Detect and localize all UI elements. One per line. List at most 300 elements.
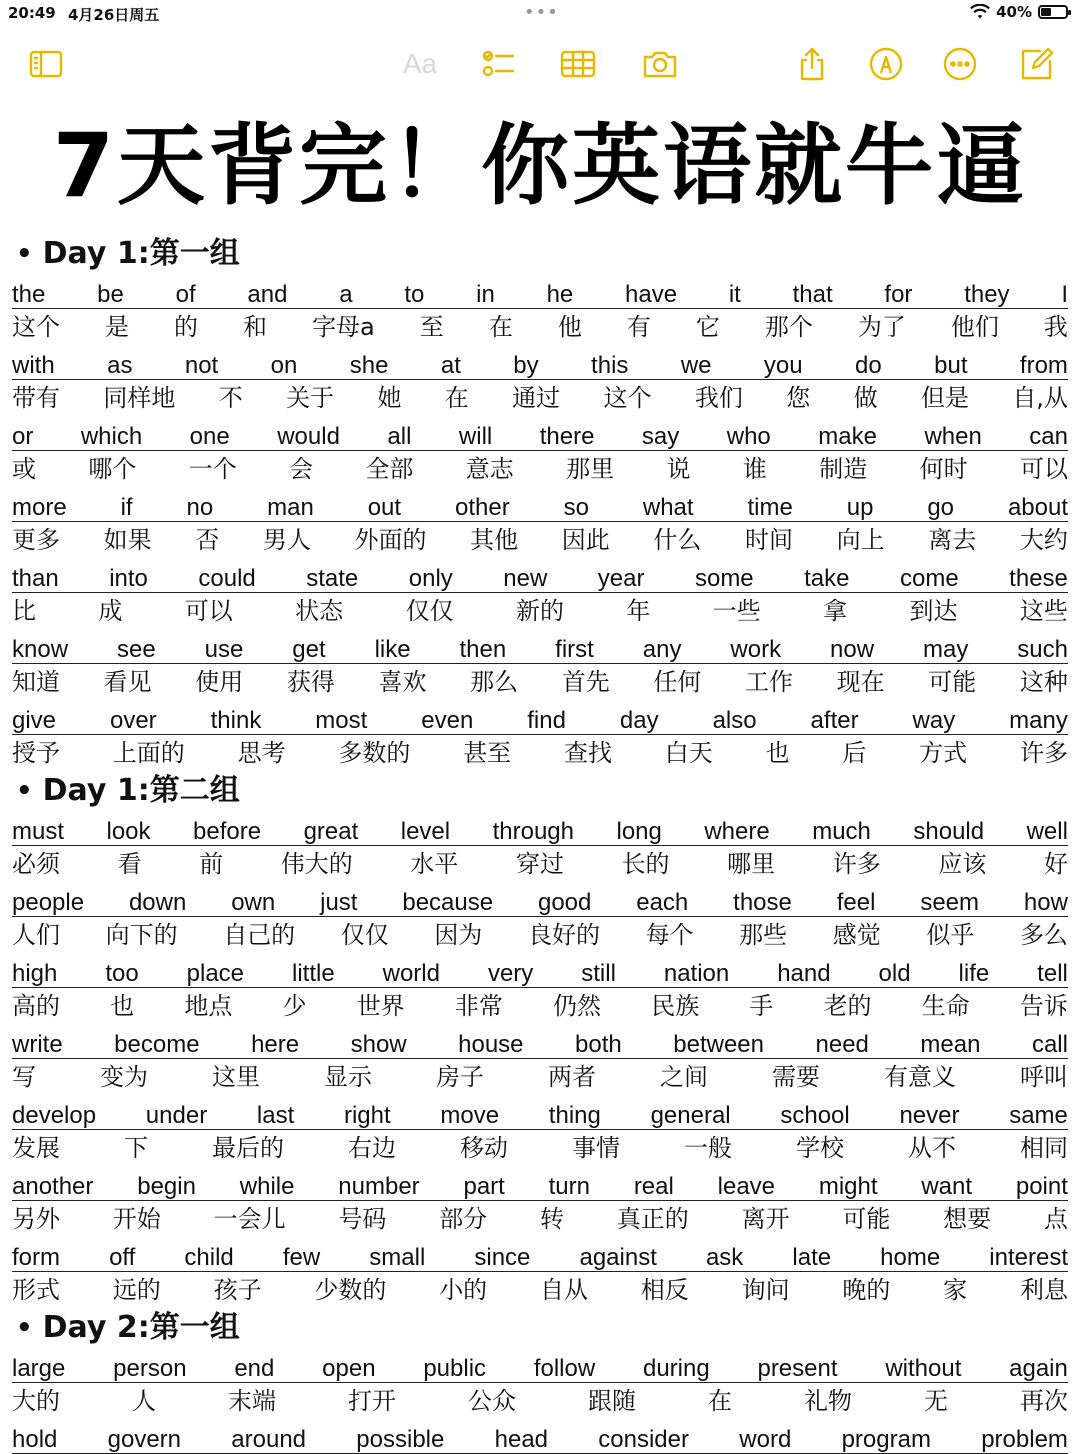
english-word: into <box>109 565 148 592</box>
chinese-meaning: 思考 <box>237 739 286 767</box>
chinese-meaning-row <box>12 1272 1068 1308</box>
chinese-meaning: 从不 <box>908 1134 956 1162</box>
english-word: find <box>527 707 566 734</box>
chinese-meaning: 我们 <box>694 384 743 412</box>
chinese-meaning: 下 <box>124 1134 148 1162</box>
camera-icon <box>642 46 678 82</box>
english-word: these <box>1009 565 1068 592</box>
english-word: at <box>440 352 461 379</box>
english-word: late <box>792 1244 832 1271</box>
bullet-icon: • <box>16 239 33 269</box>
chinese-meaning: 工作 <box>745 668 793 696</box>
english-word: think <box>210 707 262 734</box>
english-word: on <box>270 352 298 379</box>
chinese-meaning: 的 <box>174 313 199 341</box>
chinese-meaning: 什么 <box>653 526 702 554</box>
chinese-meaning: 询问 <box>741 1276 790 1304</box>
english-word: for <box>884 281 913 308</box>
chinese-meaning: 好 <box>1043 850 1068 878</box>
chinese-meaning: 但是 <box>920 384 969 412</box>
chinese-meaning: 现在 <box>836 668 885 696</box>
english-word: as <box>107 352 133 379</box>
chinese-meaning: 穿过 <box>515 850 564 878</box>
english-word: first <box>555 636 594 663</box>
chinese-meaning: 相反 <box>640 1276 689 1304</box>
english-word: when <box>924 423 982 450</box>
chinese-meaning: 必须 <box>12 850 60 878</box>
checklist-icon <box>480 46 516 82</box>
english-word: move <box>440 1102 500 1129</box>
chinese-meaning: 一个 <box>188 455 237 483</box>
chinese-meaning: 在 <box>488 313 513 341</box>
chinese-meaning: 呼叫 <box>1020 1063 1068 1091</box>
english-word: state <box>306 565 359 592</box>
english-word: could <box>198 565 256 592</box>
chinese-meaning: 晚的 <box>842 1276 891 1304</box>
chinese-meaning: 她 <box>377 384 402 412</box>
english-word: up <box>846 494 874 521</box>
chinese-meaning: 他们 <box>950 313 999 341</box>
chinese-meaning: 房子 <box>436 1063 484 1091</box>
english-word: and <box>247 281 288 308</box>
english-word: those <box>733 889 792 916</box>
chinese-meaning: 利息 <box>1019 1276 1068 1304</box>
english-word: without <box>885 1355 962 1382</box>
format-button[interactable]: Aa <box>402 48 438 79</box>
english-word: interest <box>989 1244 1068 1271</box>
chinese-meaning: 跟随 <box>588 1387 636 1415</box>
chinese-meaning: 自己的 <box>223 921 296 949</box>
english-word: would <box>277 423 340 450</box>
compose-button[interactable] <box>1016 44 1056 84</box>
chinese-meaning: 在 <box>708 1387 732 1415</box>
english-word: than <box>12 565 59 592</box>
chinese-meaning: 相同 <box>1020 1134 1068 1162</box>
english-word: use <box>204 636 244 663</box>
english-word: real <box>633 1173 674 1200</box>
chinese-meaning: 小的 <box>439 1276 488 1304</box>
word-rows <box>12 1348 1068 1454</box>
english-word-row <box>12 1024 1068 1059</box>
english-word: the <box>12 281 46 308</box>
chinese-meaning: 长的 <box>621 850 670 878</box>
markup-button[interactable] <box>866 44 906 84</box>
chinese-meaning: 状态 <box>295 597 344 625</box>
english-word-row <box>12 1419 1068 1454</box>
section-heading-text: Day 1:第一组 <box>42 236 240 271</box>
section-day1-group2 <box>12 771 1068 1308</box>
chinese-meaning: 每个 <box>645 921 694 949</box>
english-word: do <box>855 352 882 379</box>
chinese-meaning: 因为 <box>434 921 483 949</box>
english-word: before <box>193 818 262 845</box>
english-word: ask <box>705 1244 744 1271</box>
english-word: through <box>492 818 574 845</box>
english-word: general <box>650 1102 731 1129</box>
chinese-meaning: 可以 <box>184 597 233 625</box>
english-word: it <box>728 281 741 308</box>
section-day2-group1 <box>12 1308 1068 1454</box>
chinese-meaning: 男人 <box>262 526 311 554</box>
english-word: make <box>818 423 877 450</box>
english-word: turn <box>548 1173 590 1200</box>
chinese-meaning: 家 <box>943 1276 968 1304</box>
english-word: this <box>591 352 629 379</box>
english-word: too <box>105 960 139 987</box>
chinese-meaning: 这些 <box>1019 597 1068 625</box>
chinese-meaning-row <box>12 664 1068 700</box>
english-word: even <box>421 707 474 734</box>
chinese-meaning: 那么 <box>470 668 519 696</box>
english-word: may <box>923 636 969 663</box>
chinese-meaning: 向下的 <box>105 921 178 949</box>
chinese-meaning-row <box>12 1201 1068 1237</box>
chinese-meaning: 写 <box>12 1063 36 1091</box>
chinese-meaning: 向上 <box>836 526 885 554</box>
english-word: another <box>12 1173 94 1200</box>
chinese-meaning: 甚至 <box>463 739 512 767</box>
chinese-meaning: 大的 <box>12 1387 60 1415</box>
english-word: nation <box>663 960 730 987</box>
english-word: feel <box>836 889 876 916</box>
sidebar-icon <box>28 46 64 82</box>
sidebar-toggle-button[interactable] <box>26 44 66 84</box>
chinese-meaning: 到达 <box>909 597 958 625</box>
chinese-meaning: 看 <box>117 850 142 878</box>
english-word: they <box>964 281 1010 308</box>
chinese-meaning: 可以 <box>1019 455 1068 483</box>
chinese-meaning: 再次 <box>1020 1387 1068 1415</box>
english-word: many <box>1009 707 1068 734</box>
english-word: about <box>1007 494 1068 521</box>
english-word: problem <box>981 1426 1068 1453</box>
chinese-meaning: 自,从 <box>1012 384 1068 412</box>
english-word: both <box>575 1031 622 1058</box>
english-word: how <box>1023 889 1068 916</box>
english-word: with <box>12 352 55 379</box>
chinese-meaning: 手 <box>749 992 774 1020</box>
section-heading-text: Day 2:第一组 <box>42 1310 240 1345</box>
chinese-meaning: 少数的 <box>314 1276 387 1304</box>
chinese-meaning: 哪个 <box>88 455 137 483</box>
chinese-meaning: 两者 <box>548 1063 596 1091</box>
chinese-meaning: 知道 <box>12 668 60 696</box>
english-word-row <box>12 629 1068 664</box>
english-word: never <box>899 1102 960 1129</box>
chinese-meaning: 后 <box>842 739 867 767</box>
english-word: develop <box>12 1102 97 1129</box>
english-word: few <box>282 1244 321 1271</box>
english-word: that <box>792 281 833 308</box>
english-word: old <box>878 960 911 987</box>
english-word: need <box>815 1031 869 1058</box>
english-word: small <box>369 1244 426 1271</box>
english-word: year <box>597 565 645 592</box>
more-button[interactable] <box>940 44 980 84</box>
chinese-meaning: 也 <box>110 992 135 1020</box>
english-word: man <box>267 494 314 521</box>
english-word: out <box>367 494 402 521</box>
english-word-row <box>12 416 1068 451</box>
chinese-meaning: 喜欢 <box>378 668 427 696</box>
chinese-meaning: 似乎 <box>926 921 975 949</box>
english-word: not <box>184 352 219 379</box>
english-word: some <box>694 565 754 592</box>
english-word: great <box>303 818 359 845</box>
chinese-meaning: 远的 <box>112 1276 161 1304</box>
multitask-handle[interactable]: ••• <box>524 2 559 23</box>
note-body[interactable] <box>12 234 1068 1454</box>
status-bar <box>0 0 1080 28</box>
english-word: against <box>579 1244 657 1271</box>
chinese-meaning: 良好的 <box>527 921 600 949</box>
chinese-meaning: 获得 <box>286 668 335 696</box>
chinese-meaning: 通过 <box>512 384 561 412</box>
chinese-meaning: 号码 <box>338 1205 387 1233</box>
chinese-meaning: 如果 <box>103 526 152 554</box>
english-word: here <box>251 1031 300 1058</box>
english-word: most <box>315 707 368 734</box>
english-word: can <box>1029 423 1068 450</box>
chinese-meaning: 做 <box>853 384 878 412</box>
english-word: since <box>474 1244 531 1271</box>
english-word: school <box>780 1102 850 1129</box>
chinese-meaning: 有意义 <box>884 1063 956 1091</box>
chinese-meaning-row <box>12 1059 1068 1095</box>
chinese-meaning: 成 <box>98 597 123 625</box>
chinese-meaning: 谁 <box>742 455 767 483</box>
english-word: like <box>374 636 411 663</box>
english-word-row <box>12 882 1068 917</box>
english-word: just <box>320 889 358 916</box>
note-title[interactable]: 7天背完！你英语就牛逼 <box>52 114 1028 217</box>
battery-fill <box>1041 8 1051 16</box>
chinese-meaning: 带有 <box>12 384 60 412</box>
ellipsis-circle-icon <box>942 46 978 82</box>
chinese-meaning: 可能 <box>842 1205 891 1233</box>
english-word: still <box>581 960 616 987</box>
chinese-meaning: 许多 <box>1019 739 1068 767</box>
english-word: what <box>642 494 694 521</box>
english-word: such <box>1017 636 1068 663</box>
english-word: head <box>494 1426 549 1453</box>
english-word: long <box>616 818 662 845</box>
english-word: public <box>423 1355 487 1382</box>
word-rows <box>12 811 1068 1308</box>
english-word: will <box>458 423 493 450</box>
chinese-meaning: 孩子 <box>213 1276 262 1304</box>
english-word: also <box>712 707 757 734</box>
chinese-meaning: 形式 <box>12 1276 60 1304</box>
english-word: more <box>12 494 67 521</box>
chinese-meaning: 说 <box>666 455 691 483</box>
section-day1-group1 <box>12 234 1068 771</box>
english-word: point <box>1015 1173 1068 1200</box>
chinese-meaning: 大约 <box>1019 526 1068 554</box>
english-word: well <box>1026 818 1068 845</box>
english-word: between <box>673 1031 764 1058</box>
english-word: any <box>642 636 682 663</box>
chinese-meaning: 上面的 <box>112 739 185 767</box>
english-word-row <box>12 345 1068 380</box>
checklist-button[interactable] <box>478 44 518 84</box>
compose-icon <box>1018 46 1054 82</box>
chinese-meaning: 那些 <box>739 921 788 949</box>
english-word: say <box>641 423 680 450</box>
section-heading <box>12 234 1068 274</box>
english-word: new <box>503 565 548 592</box>
english-word: hand <box>777 960 831 987</box>
chinese-meaning: 显示 <box>324 1063 372 1091</box>
english-word: right <box>343 1102 391 1129</box>
english-word: time <box>747 494 793 521</box>
english-word: where <box>704 818 770 845</box>
english-word: world <box>382 960 440 987</box>
chinese-meaning: 也 <box>765 739 790 767</box>
english-word: by <box>513 352 539 379</box>
chinese-meaning: 生命 <box>921 992 970 1020</box>
english-word: under <box>145 1102 208 1129</box>
chinese-meaning: 仍然 <box>553 992 602 1020</box>
english-word: level <box>400 818 451 845</box>
chinese-meaning-row <box>12 380 1068 416</box>
english-word: while <box>239 1173 295 1200</box>
chinese-meaning: 意志 <box>465 455 514 483</box>
english-word: way <box>912 707 956 734</box>
chinese-meaning-row <box>12 522 1068 558</box>
chinese-meaning: 人 <box>132 1387 156 1415</box>
chinese-meaning: 许多 <box>832 850 881 878</box>
english-word-row <box>12 1348 1068 1383</box>
chinese-meaning: 白天 <box>664 739 713 767</box>
english-word: open <box>322 1355 376 1382</box>
english-word: he <box>546 281 574 308</box>
english-word: write <box>12 1031 63 1058</box>
english-word: other <box>454 494 510 521</box>
english-word: around <box>231 1426 307 1453</box>
chinese-meaning: 一些 <box>712 597 761 625</box>
chinese-meaning: 开始 <box>112 1205 161 1233</box>
chinese-meaning: 这种 <box>1019 668 1068 696</box>
chinese-meaning: 转 <box>539 1205 564 1233</box>
chinese-meaning: 全部 <box>365 455 414 483</box>
english-word: end <box>234 1355 275 1382</box>
chinese-meaning: 同样地 <box>103 384 176 412</box>
chinese-meaning: 多数的 <box>338 739 411 767</box>
chinese-meaning-row <box>12 988 1068 1024</box>
table-icon <box>560 46 596 82</box>
notes-toolbar <box>0 36 1080 88</box>
status-time: 20:49 <box>8 4 56 22</box>
english-word: off <box>109 1244 136 1271</box>
english-word-row <box>12 700 1068 735</box>
chinese-meaning: 无 <box>924 1387 948 1415</box>
english-word: thing <box>548 1102 601 1129</box>
chinese-meaning: 想要 <box>943 1205 992 1233</box>
english-word: from <box>1019 352 1068 379</box>
english-word: see <box>116 636 156 663</box>
chinese-meaning: 和 <box>243 313 268 341</box>
status-date: 4月26日周五 <box>68 6 160 24</box>
chinese-meaning: 民族 <box>651 992 700 1020</box>
share-button[interactable] <box>792 44 832 84</box>
chinese-meaning: 世界 <box>356 992 405 1020</box>
chinese-meaning: 发展 <box>12 1134 60 1162</box>
english-word: high <box>12 960 58 987</box>
english-word: good <box>537 889 592 916</box>
english-word: home <box>880 1244 941 1271</box>
chinese-meaning: 少 <box>282 992 307 1020</box>
english-word: get <box>292 636 326 663</box>
chinese-meaning: 地点 <box>184 992 233 1020</box>
camera-button[interactable] <box>640 44 680 84</box>
battery-icon <box>1038 5 1068 19</box>
bullet-icon: • <box>16 1313 33 1343</box>
chinese-meaning: 老的 <box>823 992 872 1020</box>
english-word: very <box>487 960 534 987</box>
english-word: consider <box>598 1426 689 1453</box>
chinese-meaning: 仅仅 <box>340 921 389 949</box>
english-word: last <box>256 1102 295 1129</box>
chinese-meaning: 为了 <box>857 313 906 341</box>
english-word: down <box>128 889 187 916</box>
chinese-meaning: 方式 <box>919 739 968 767</box>
chinese-meaning: 这个 <box>12 313 60 341</box>
english-word: now <box>830 636 875 663</box>
english-word: over <box>109 707 157 734</box>
english-word: which <box>80 423 143 450</box>
chinese-meaning: 学校 <box>796 1134 844 1162</box>
chinese-meaning: 那个 <box>764 313 813 341</box>
chinese-meaning: 非常 <box>454 992 503 1020</box>
chinese-meaning-row <box>12 593 1068 629</box>
english-word: might <box>818 1173 878 1200</box>
table-button[interactable] <box>558 44 598 84</box>
chinese-meaning: 授予 <box>12 739 60 767</box>
english-word: seem <box>920 889 980 916</box>
chinese-meaning: 有 <box>626 313 651 341</box>
chinese-meaning: 会 <box>289 455 314 483</box>
english-word: mean <box>920 1031 981 1058</box>
chinese-meaning: 因此 <box>561 526 610 554</box>
chinese-meaning: 人们 <box>12 921 60 949</box>
english-word-row <box>12 558 1068 593</box>
chinese-meaning: 拿 <box>823 597 848 625</box>
word-rows <box>12 274 1068 771</box>
english-word: show <box>350 1031 407 1058</box>
english-word: house <box>458 1031 524 1058</box>
chinese-meaning: 制造 <box>819 455 868 483</box>
english-word: of <box>175 281 196 308</box>
english-word-row <box>12 1166 1068 1201</box>
english-word: call <box>1031 1031 1068 1058</box>
english-word: own <box>231 889 276 916</box>
english-word: form <box>12 1244 60 1271</box>
english-word: I <box>1061 281 1068 308</box>
english-word: should <box>913 818 985 845</box>
chinese-meaning: 部分 <box>439 1205 488 1233</box>
chinese-meaning: 查找 <box>563 739 612 767</box>
english-word: have <box>625 281 678 308</box>
chinese-meaning: 那里 <box>566 455 615 483</box>
english-word: or <box>12 423 34 450</box>
chinese-meaning: 右边 <box>348 1134 396 1162</box>
chinese-meaning: 最后的 <box>212 1134 284 1162</box>
section-heading <box>12 771 1068 811</box>
chinese-meaning: 其他 <box>470 526 519 554</box>
chinese-meaning: 看见 <box>103 668 152 696</box>
english-word: place <box>186 960 245 987</box>
